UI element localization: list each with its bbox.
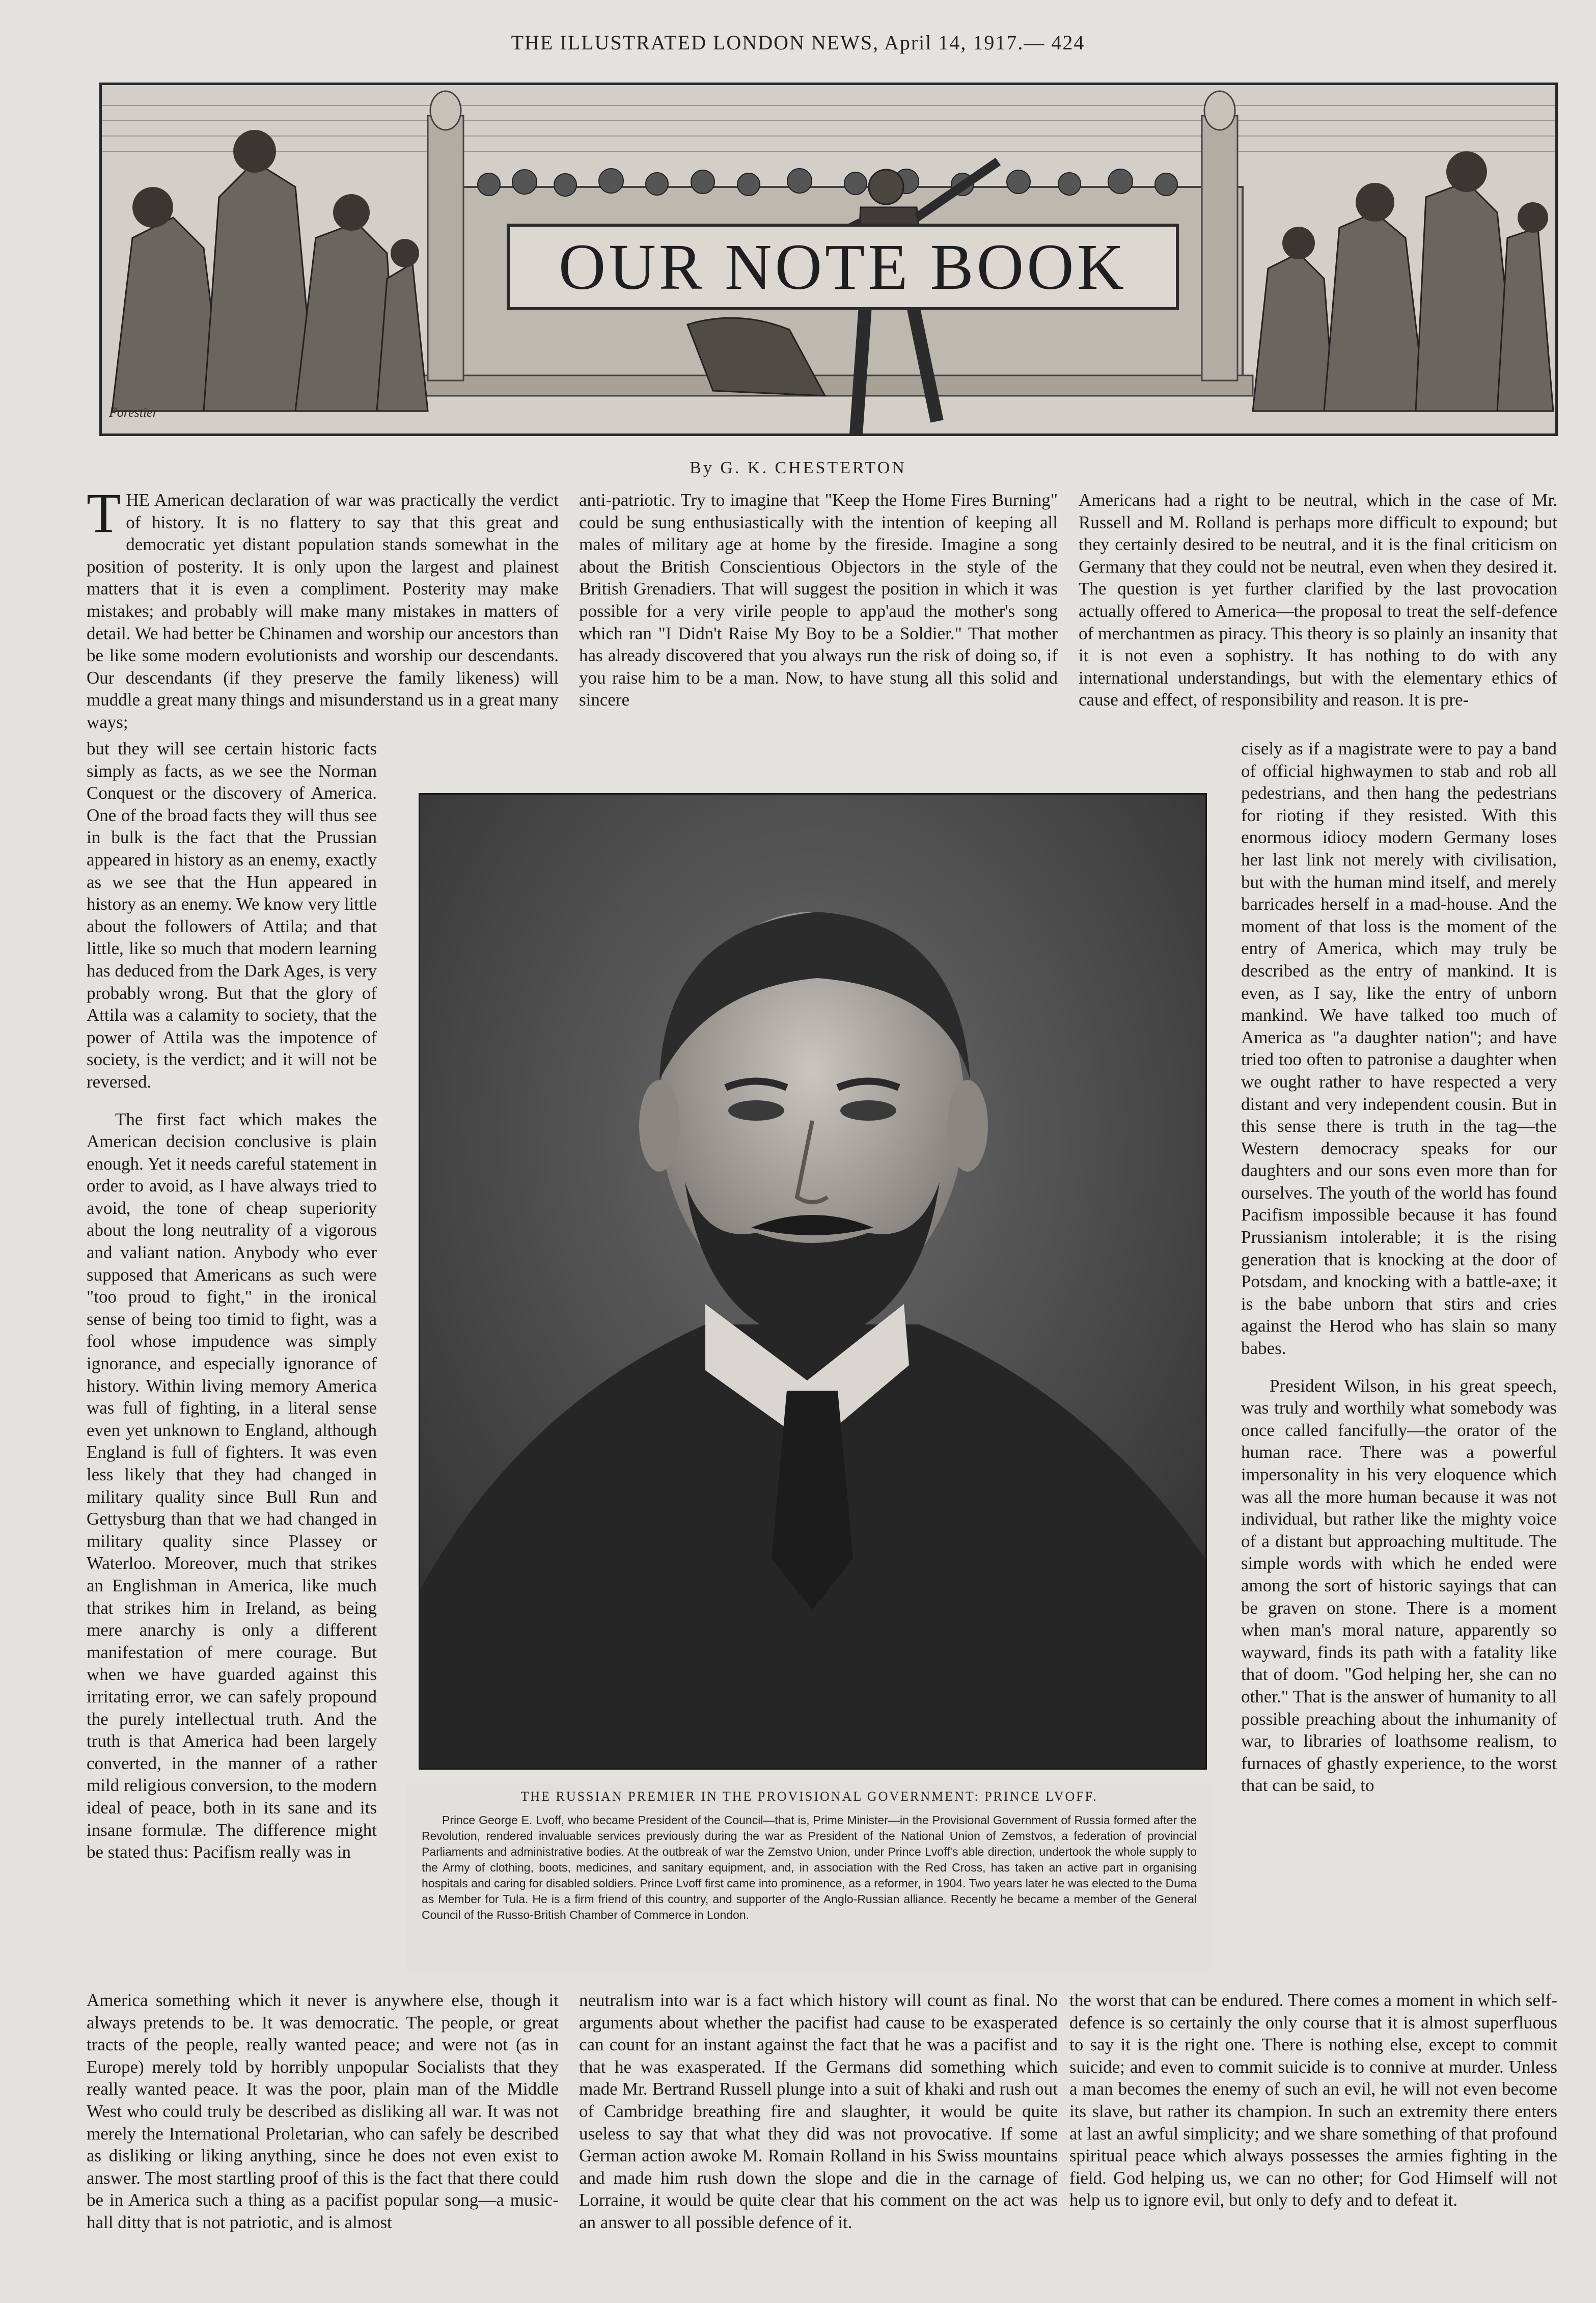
article-column-1-narrow (87, 738, 377, 1986)
photo-caption (406, 1783, 1212, 1971)
drop-cap: T (87, 489, 121, 544)
article-paragraph: America something which it never is anywhere else, though it always pretends to be. It was democratic. The people, or great tracts of the people, really wanted peace; and were not (as in Europe) merely told by horribly unpopular Socialists that they really wanted peace. It was the poor, plain man of the Middle West who could truly be described as disliking all war. It was not merely the International Proletarian, who can safely be described as disliking or liking anything, since he does not even exist to answer. The most startling proof of this is the fact that there could be in America such a thing as a pacifist popular song—a music-hall ditty that is not patriotic, and is almost (87, 1990, 559, 2232)
portrait-photograph (419, 793, 1207, 1770)
article-column-1-top (87, 489, 559, 734)
artist-signature: Forestier (109, 405, 158, 420)
article-opening-paragraph (87, 489, 559, 734)
article-paragraph: Americans had a right to be neutral, which in the case of Mr. Russell and M. Rolland is perhaps more difficult to expound; but they certainly desired to be neutral, and it is the final criticism on Germany that they could not be neutral, even when they desired it. The question is yet further clarified by the last provocation actually offered to America—the proposal to treat the self-defence of merchantmen as piracy. This theory is so plainly an insanity that it is not even a sophistry. It has nothing to do with any international understandings, but with the elementary ethics of cause and effect, of responsibility and reason. It is pre- (1079, 490, 1557, 710)
caption-text: Prince George E. Lvoff, who became President of the Council—that is, Prime Minister—in the Provisional Government of Russia formed after the Revolution, rendered invaluable services previously during the war as President of the National Union of Zemstvos, a federation of provincial Parliaments and administrative bodies. At the outbreak of war the Zemstvo Union, under Prince Lvoff's able direction, undertook the whole supply to the Army of clothing, boots, medicines, and sanitary equipment, and, in association with the Red Cross, has taken an active part in organising hospitals and caring for disabled soldiers. Prince Lvoff first came into prominence, as a reformer, in 1904. Two years later he was elected to the Duma as Member for Tula. He is a firm friend of this country, and supporter of the Anglo-Russian alliance. Recently he became a member of the General Council of the Russo-British Chamber of Commerce in London. (422, 1813, 1197, 1921)
article-paragraph: the worst that can be endured. There comes a moment in which self-defence is so certainly the only course that it is almost superfluous to say it is the right one. There is nothing else, except to commit suicide; and even to commit suicide is to connive at murder. Unless a man becomes the enemy of such an evil, he will not even become its slave, but rather its champion. In such an extremity there enters at last an awful simplicity; and we share something of that profound spiritual peace which always possesses the armies fighting in the field. God helping us, we can no other; for God Himself will not help us to ignore evil, but only to defy and to defeat it. (1069, 1990, 1557, 2210)
article-column-3-narrow (1241, 738, 1557, 1986)
article-paragraph: President Wilson, in his great speech, was truly and worthily what somebody was once called fancifully—the orator of the human race. There was a powerful impersonality in his very eloquence which was all the more human because it was not individual, but rather like the mighty voice of a distant but approaching multitude. The simple words with which he ended were among the sort of historic sayings that can be graven on stone. There is a moment when man's moral nature, apparently so wayward, finds its path with a fatality like that of doom. "God helping her, she can no other." That is the answer of humanity to all possible preaching about the inhumanity of war, to libraries of loathsome realism, to furnaces of ghastly experience, to the worst that can be said, to (1241, 1375, 1557, 1796)
masthead-illustration (99, 83, 1558, 436)
article-column-3-bottom (1069, 1989, 1557, 2264)
article-column-2-bottom (579, 1989, 1058, 2264)
byline: By G. K. CHESTERTON (690, 458, 906, 477)
article-text: HE American declaration of war was practically the verdict of history. It is no flattery to say that this great and democratic yet distant population stands somewhat in the position of posterity. It is only upon the largest and plainest matters that it is even a compliment. Posterity may make mistakes; and probably will make many mistakes in matters of detail. We had better be Chinamen and worship our ancestors than be like some modern evolutionists and worship our descendants. Our descendants (if they preserve the family likeness) will muddle a great many things and misunderstand us in a great many ways; (87, 490, 559, 732)
caption-title: THE RUSSIAN PREMIER IN THE PROVISIONAL GOVERNMENT: PRINCE LVOFF. (520, 1789, 1098, 1804)
article-column-3-top (1079, 489, 1557, 734)
article-paragraph: but they will see certain historic facts simply as facts, as we see the Norman Conquest or the discovery of America. One of the broad facts they will thus see in bulk is the fact that the Prussian appeared in history as an enemy, exactly as we see that the Hun appeared in history as an enemy. We know very little about the followers of Attila; and that little, like so much that modern learning has deduced from the Dark Ages, is very probably wrong. But that the glory of Attila was a calamity to society, that the power of Attila was the impotence of society, is the verdict; and it will not be reversed. (87, 739, 377, 1092)
running-head: THE ILLUSTRATED LONDON NEWS, April 14, 1917.— 424 (511, 31, 1085, 54)
article-paragraph: The first fact which makes the American decision conclusive is plain enough. Yet it needs careful statement in order to avoid, as I have always tried to avoid, the tone of cheap superiority about the long neutrality of a vigorous and valiant nation. Anybody who ever supposed that Americans as such were "too proud to fight," in the ironical sense of being too timid to fight, was a fool whose impudence was simply ignorance, and especially ignorance of history. Within living memory America was full of fighting, in a literal sense even yet unknown to England, although England is full of fighters. It was even less likely that they had changed in military quality since Bull Run and Gettysburg than that we had changed in military quality since Plassey or Waterloo. Moreover, much that strikes an Englishman in America, like much that strikes him in Ireland, as being mere anarchy is only a different manifestation of mere courage. But when we have guarded against this irritating error, we can safely propound the purely intellectual truth. And the truth is that America had been largely converted, in the manner of a rather mild religious conversion, to the modern ideal of peace, both in its sane and its insane formulæ. The difference might be stated thus: Pacifism really was in (87, 1109, 377, 1862)
masthead-title-panel (507, 224, 1179, 310)
article-column-1-bottom (87, 1989, 559, 2264)
article-paragraph: anti-patriotic. Try to imagine that "Keep the Home Fires Burning" could be sung enthusiastically with the intention of keeping all males of military age at home by the fireside. Imagine a song about the British Conscientious Objectors in the style of the British Grenadiers. That will suggest the position in which it was possible for a very virile people to app'aud the mother's song which ran "I Didn't Raise My Boy to be a Soldier." That mother has already discovered that you always run the risk of doing so, if you raise him to be a man. Now, to have stung all this solid and sincere (579, 490, 1058, 710)
portrait-image (420, 795, 1205, 1768)
masthead-title: OUR NOTE BOOK (558, 230, 1127, 303)
article-column-2-top (579, 489, 1058, 734)
article-paragraph: cisely as if a magistrate were to pay a band of official highwaymen to stab and rob all pedestrians, and then hang the pedestrians for rioting if they resisted. With this enormous idiocy modern Germany loses her last link not merely with civilisation, but with the human mind itself, and merely barricades herself in a mad-house. And the moment of that loss is the moment of the entry of America, which may truly be described as the entry of mankind. It is even, as I say, like the entry of unborn mankind. We have talked too much of America as "a daughter nation"; and have tried too often to patronise a daughter when we ought rather to have respected a very distant and very independent cousin. But in this sense there is truth in the tag—the Western democracy speaks for our daughters and our sons even more than for ourselves. The youth of the world has found Pacifism impossible because it has found Prussianism intolerable; it is the rising generation that is knocking at the door of Potsdam, and knocking with a battle-axe; it is the babe unborn that stirs and cries against the Herod who has slain so many babes. (1241, 739, 1557, 1359)
article-paragraph: neutralism into war is a fact which history will count as final. No arguments about whether the pacifist had cause to be exasperated can count for an instant against the fact that he was a pacifist and that he was exasperated. If the Germans did something which made Mr. Bertrand Russell plunge into a suit of khaki and rush out of Cambridge breathing fire and slaughter, it would be quite useless to say that what they did was not provocative. If some German action awoke M. Romain Rolland in his Swiss mountains and made him rush down the slope and die in the carnage of Lorraine, it would be quite clear that his comment on the act was an answer to all possible defence of it. (579, 1990, 1058, 2232)
